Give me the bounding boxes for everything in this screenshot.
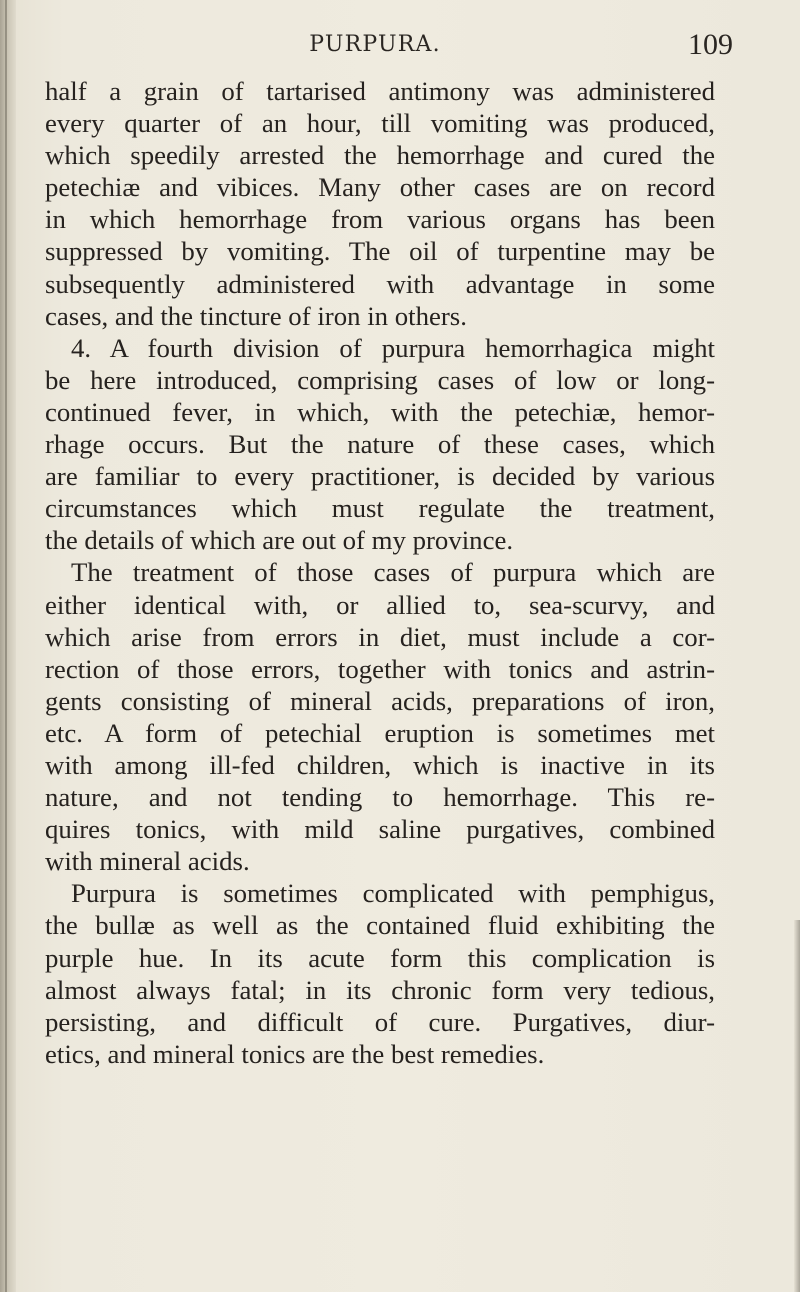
running-head-title: PURPURA. [309,32,441,57]
text-line: purple hue. In its acute form this complication is [45,942,715,973]
text-line: continued fever, in which, with the petechiæ, hemor- [45,396,715,427]
text-line: with among ill-fed children, which is inactive in its [45,749,715,780]
text-line: suppressed by vomiting. The oil of turpentine may be [45,236,715,267]
text-line: half a grain of tartarised antimony was administered [45,76,715,106]
text-line: 4. A fourth division of purpura hemorrhagica might [71,332,715,363]
text-line: gents consisting of mineral acids, preparations of iron, [45,685,715,716]
text-line: are familiar to every practitioner, is decided by various [45,461,715,492]
text-line: circumstances which must regulate the treatment, [45,493,715,524]
body-text [45,75,715,1070]
running-head [40,28,733,70]
text-line: rection of those errors, together with tonics and astrin- [45,653,715,684]
page-edge-shadow [794,920,800,1292]
text-line: in which hemorrhage from various organs has been [45,204,715,235]
text-line: with mineral acids. [45,846,250,877]
text-line: rhage occurs. But the nature of these cases, which [45,429,715,460]
page-number: 109 [688,28,733,61]
text-line: almost always fatal; in its chronic form very tedious, [45,974,715,1005]
binding-edge [5,0,7,1292]
text-line: either identical with, or allied to, sea-scurvy, and [45,589,715,620]
text-line: etc. A form of petechial eruption is sometimes met [45,717,715,748]
text-line: nature, and not tending to hemorrhage. This re- [45,782,715,813]
text-line: petechiæ and vibices. Many other cases are on record [45,172,715,203]
text-line: etics, and mineral tonics are the best remedies. [45,1038,545,1069]
text-line: the bullæ as well as the contained fluid exhibiting the [45,910,715,941]
text-line: cases, and the tincture of iron in others. [45,300,467,331]
text-line: which arise from errors in diet, must include a cor- [45,621,715,652]
text-line: persisting, and difficult of cure. Purgatives, diur- [45,1006,715,1037]
text-line: quires tonics, with mild saline purgatives, combined [45,814,715,845]
text-line: Purpura is sometimes complicated with pemphigus, [71,878,715,909]
text-line: which speedily arrested the hemorrhage and cured the [45,140,715,171]
text-line: subsequently administered with advantage in some [45,268,715,299]
text-line: The treatment of those cases of purpura which are [71,557,715,588]
text-line: every quarter of an hour, till vomiting was produced, [45,108,715,139]
page-gutter-shadow [0,0,16,1292]
text-line: be here introduced, comprising cases of low or long- [45,364,715,395]
text-line: the details of which are out of my province. [45,525,514,556]
